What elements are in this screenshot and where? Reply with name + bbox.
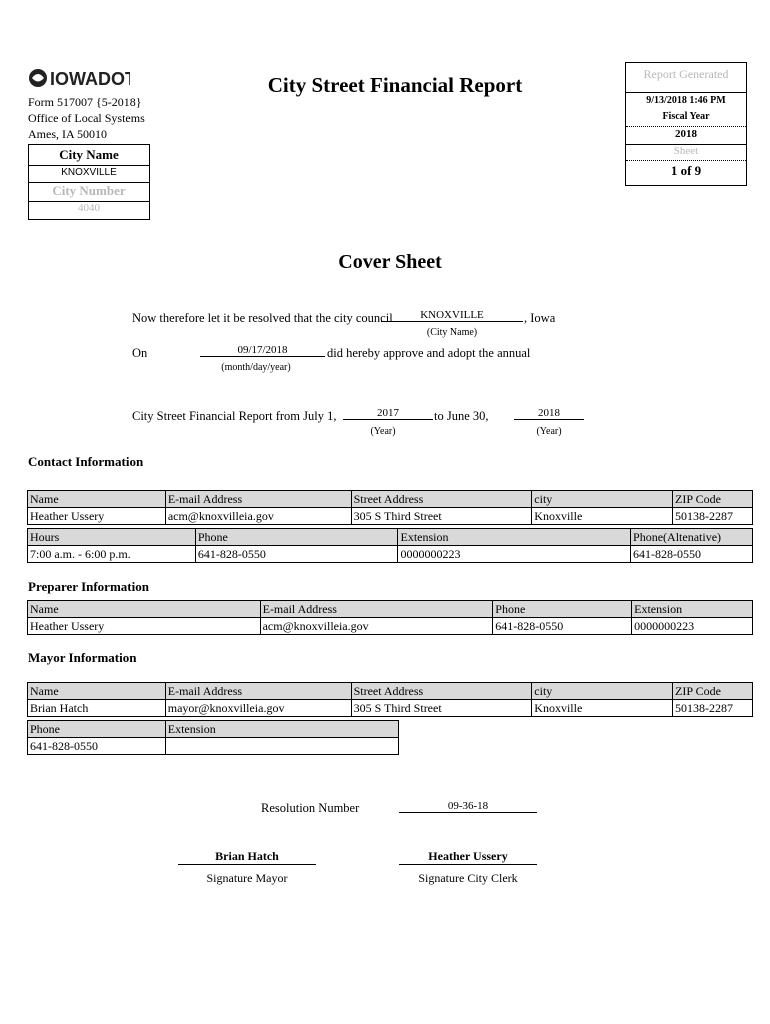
report-generated-value: 9/13/2018 1:46 PM (626, 92, 746, 106)
table-row (28, 618, 753, 635)
end-year-field: 2018 (514, 407, 584, 420)
table-header-row (28, 721, 399, 738)
approve-text: did hereby approve and adopt the annual (327, 346, 531, 360)
fiscal-year-label: Fiscal Year (662, 111, 710, 122)
table-header-cell: Extension (632, 601, 753, 618)
table-cell: 50138-2287 (673, 700, 753, 717)
start-year-field: 2017 (343, 407, 433, 420)
table-header-cell: city (532, 683, 673, 700)
table-header-row (28, 529, 753, 546)
preparer-heading: Preparer Information (28, 579, 149, 594)
table-cell: 0000000223 (632, 618, 753, 635)
report-title: City Street Financial Report (267, 73, 523, 97)
table-cell: acm@knoxvilleia.gov (165, 508, 351, 525)
report-meta-box (625, 62, 747, 186)
table-header-cell: ZIP Code (673, 683, 753, 700)
city-name-caption: (City Name) (426, 327, 478, 338)
mayor-signature-caption: Signature Mayor (206, 871, 288, 885)
table-header-cell: Extension (398, 529, 631, 546)
contact-table-2 (27, 528, 753, 563)
mayor-signature-name: Brian Hatch (178, 849, 316, 865)
form-number: Form 517007 {5-2018} (28, 95, 142, 109)
table-cell: Knoxville (532, 508, 673, 525)
mayor-table-2 (27, 720, 399, 755)
state-text: , Iowa (524, 311, 556, 325)
contact-table (27, 490, 753, 525)
table-cell: 305 S Third Street (351, 700, 532, 717)
table-cell: 0000000223 (398, 546, 631, 563)
fiscal-year-value: 2018 (626, 126, 746, 140)
table-header-cell: Extension (165, 721, 398, 738)
table-header-row (28, 601, 753, 618)
cover-sheet-heading: Cover Sheet (338, 251, 442, 273)
office-address: Ames, IA 50010 (28, 127, 107, 141)
report-generated-label: Report Generated (643, 67, 729, 81)
report-from-text: City Street Financial Report from July 1, (132, 409, 337, 423)
table-header-cell: Phone (195, 529, 398, 546)
resolution-label: Resolution Number (261, 801, 360, 815)
table-header-cell: Street Address (351, 491, 532, 508)
date-caption: (month/day/year) (221, 362, 291, 373)
clerk-signature-name: Heather Ussery (399, 849, 537, 865)
resolved-text: Now therefore let it be resolved that the city council (132, 311, 393, 325)
clerk-signature-caption: Signature City Clerk (418, 871, 518, 885)
table-cell: Heather Ussery (28, 618, 261, 635)
table-header-row (28, 491, 753, 508)
table-header-cell: Phone(Altenative) (631, 529, 753, 546)
table-header-cell: ZIP Code (673, 491, 753, 508)
mayor-table (27, 682, 753, 717)
on-label: On (132, 346, 148, 360)
table-cell: acm@knoxvilleia.gov (260, 618, 493, 635)
table-cell: Brian Hatch (28, 700, 166, 717)
table-header-cell: city (532, 491, 673, 508)
mayor-heading: Mayor Information (28, 650, 137, 665)
table-header-cell: Phone (28, 721, 166, 738)
sheet-value: 1 of 9 (626, 160, 746, 179)
city-name-value: KNOXVILLE (29, 165, 149, 178)
table-header-cell: E-mail Address (165, 491, 351, 508)
table-row (28, 546, 753, 563)
table-cell: 305 S Third Street (351, 508, 532, 525)
council-city-field: KNOXVILLE (381, 309, 523, 322)
table-cell: mayor@knoxvilleia.gov (165, 700, 351, 717)
contact-heading: Contact Information (28, 454, 144, 469)
resolution-number: 09-36-18 (399, 800, 537, 813)
city-name-label: City Name (59, 147, 119, 162)
table-header-cell: Hours (28, 529, 196, 546)
table-header-cell: Street Address (351, 683, 532, 700)
table-cell (165, 738, 398, 755)
start-year-caption: (Year) (370, 426, 396, 437)
table-cell: 641-828-0550 (28, 738, 166, 755)
table-row (28, 700, 753, 717)
table-header-row (28, 683, 753, 700)
table-row (28, 738, 399, 755)
table-cell: 641-828-0550 (493, 618, 632, 635)
city-number-label: City Number (29, 182, 149, 199)
table-header-cell: Name (28, 491, 166, 508)
table-cell: Knoxville (532, 700, 673, 717)
table-header-cell: E-mail Address (165, 683, 351, 700)
city-info-box (28, 144, 150, 220)
table-row (28, 508, 753, 525)
table-cell: 7:00 a.m. - 6:00 p.m. (28, 546, 196, 563)
table-cell: 641-828-0550 (195, 546, 398, 563)
table-cell: 50138-2287 (673, 508, 753, 525)
logo-text: IOWADOT (50, 69, 130, 89)
city-number-value: 4040 (29, 201, 149, 214)
table-header-cell: Phone (493, 601, 632, 618)
table-header-cell: Name (28, 683, 166, 700)
approval-date-field: 09/17/2018 (200, 344, 325, 357)
sheet-label: Sheet (626, 144, 746, 157)
preparer-table (27, 600, 753, 635)
table-cell: Heather Ussery (28, 508, 166, 525)
office-name: Office of Local Systems (28, 111, 145, 125)
table-header-cell: E-mail Address (260, 601, 493, 618)
table-cell: 641-828-0550 (631, 546, 753, 563)
table-header-cell: Name (28, 601, 261, 618)
to-text: to June 30, (434, 409, 489, 423)
end-year-caption: (Year) (536, 426, 562, 437)
